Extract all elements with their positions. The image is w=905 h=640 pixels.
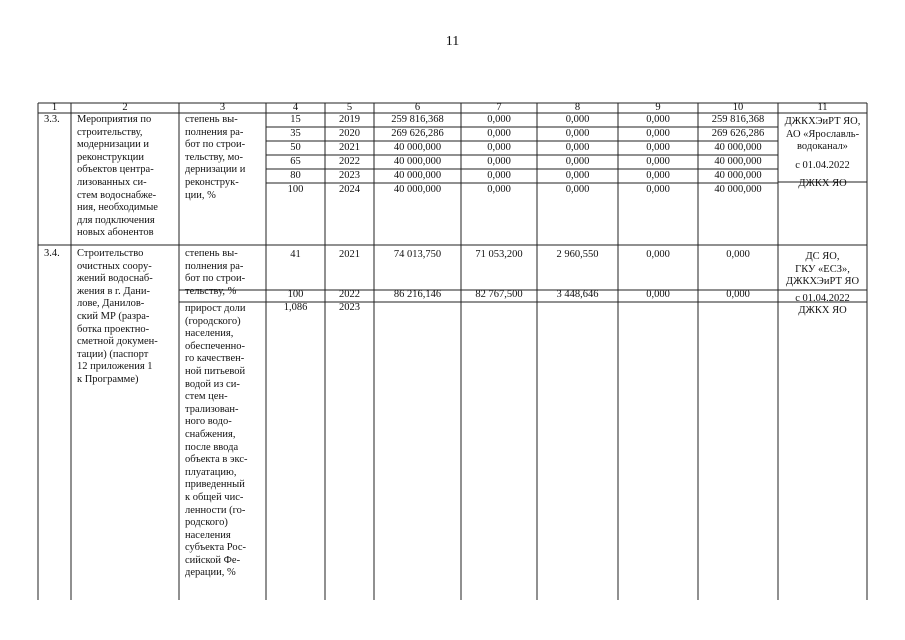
col9-value: 0,000 — [646, 289, 670, 300]
indicator-line: ного водо- — [185, 416, 232, 428]
name-line: реконструкции — [77, 151, 145, 163]
year-value: 2022 — [339, 156, 360, 167]
name-line: очистных соору- — [77, 260, 152, 272]
indicator-line: стем цен- — [185, 391, 228, 403]
col8-value: 0,000 — [565, 142, 590, 153]
year-value: 2023 — [339, 170, 360, 181]
target-value: 35 — [290, 128, 301, 139]
row-3-3-executor — [778, 116, 867, 191]
name-line: жений водоснаб- — [77, 273, 153, 285]
total-value: 74 013,750 — [393, 249, 442, 260]
page-number: 11 — [445, 34, 460, 49]
name-line: объектов центра- — [77, 164, 154, 176]
row-3-4-number: 3.4. — [44, 248, 60, 259]
col9-value: 0,000 — [646, 114, 670, 125]
col8-value: 3 448,646 — [556, 289, 599, 300]
indicator-line: полнения ра- — [185, 260, 244, 272]
col7-value: 0,000 — [487, 128, 511, 139]
col7-value: 0,000 — [487, 114, 511, 125]
indicator-line: объекта в экс- — [185, 454, 248, 466]
indicator-line: степень вы- — [185, 114, 238, 125]
executor-line: ДЖКХЭиРТ ЯО — [785, 276, 860, 288]
header-col-10: 10 — [732, 102, 744, 113]
col8-value: 0,000 — [565, 170, 590, 181]
indicator-line: бот по строи- — [185, 273, 246, 285]
col7-value: 71 053,200 — [475, 249, 523, 260]
indicator-line: родского) — [185, 517, 228, 529]
indicator-line: приведенный — [185, 479, 245, 491]
target-value: 65 — [290, 156, 301, 167]
name-line: стем водоснабже- — [77, 189, 157, 201]
indicator-line: дернизации и — [185, 164, 246, 176]
indicator-line: прирост доли — [185, 303, 246, 314]
col9-value: 0,000 — [646, 249, 670, 260]
row-3-3-number: 3.3. — [44, 114, 60, 125]
header-col-8: 8 — [574, 102, 581, 113]
target-value: 80 — [290, 170, 301, 181]
total-value: 40 000,000 — [393, 184, 442, 195]
target-value: 50 — [290, 142, 301, 153]
row-3-4-indicator-2 — [185, 303, 247, 580]
indicator-line: обеспеченно- — [185, 340, 245, 352]
year-value: 2021 — [339, 142, 360, 153]
target-value: 100 — [287, 289, 304, 300]
col7-value: 82 767,500 — [475, 289, 523, 300]
header-col-6: 6 — [414, 102, 421, 113]
col10-value: 40 000,000 — [714, 170, 762, 181]
header-col-1: 1 — [51, 102, 58, 113]
col10-value: 269 626,286 — [711, 128, 765, 139]
total-value: 40 000,000 — [393, 156, 442, 167]
header-col-9: 9 — [655, 102, 661, 113]
target-value: 1,086 — [283, 302, 308, 313]
indicator-line: дерации, % — [185, 567, 236, 579]
name-line: жения в г. Дани- — [77, 285, 150, 297]
name-line: Мероприятия по — [77, 114, 152, 125]
name-line: Строительство — [77, 248, 144, 259]
total-value: 40 000,000 — [393, 170, 442, 181]
col9-value: 0,000 — [646, 184, 670, 195]
executor-line: ДЖКХ ЯО — [798, 178, 847, 190]
name-line: тации) (паспорт — [77, 348, 149, 360]
year-value: 2024 — [339, 184, 360, 195]
col7-value: 0,000 — [487, 170, 511, 181]
executor-line: ГКУ «ЕСЗ», — [795, 263, 850, 275]
col10-value: 259 816,368 — [711, 114, 765, 125]
executor-line: АО «Ярославль- — [785, 128, 860, 140]
indicator-line: сийской Фе- — [185, 554, 241, 566]
header-col-3: 3 — [219, 102, 226, 113]
name-line: лове, Данилов- — [77, 298, 145, 310]
indicator-line: населения — [185, 529, 231, 541]
header-col-5: 5 — [346, 102, 353, 113]
col7-value: 0,000 — [487, 184, 511, 195]
target-value: 100 — [287, 184, 304, 195]
indicator-line: (городского) — [185, 315, 241, 327]
col10-value: 40 000,000 — [714, 184, 762, 195]
year-value: 2022 — [339, 289, 360, 300]
executor-line: ДЖКХЭиРТ ЯО, — [784, 116, 861, 127]
name-line: 12 приложения 1 — [77, 361, 153, 373]
header-col-11: 11 — [817, 102, 828, 113]
year-value: 2023 — [339, 302, 360, 313]
indicator-line: бот по строи- — [185, 139, 246, 151]
indicator-line: к общей чис- — [185, 491, 244, 503]
name-line: к Программе) — [77, 373, 139, 385]
row-3-4-name — [77, 248, 158, 387]
row-3-4-executor — [778, 251, 867, 318]
col8-value: 2 960,550 — [556, 249, 599, 260]
executor-line: с 01.04.2022 — [795, 159, 850, 171]
indicator-line: го качествен- — [185, 353, 245, 365]
indicator-line: полнения ра- — [185, 126, 244, 138]
target-value: 15 — [290, 114, 301, 125]
executor-line: водоканал» — [797, 141, 848, 153]
indicator-line: водой из си- — [185, 378, 240, 390]
indicator-line: ленности (го- — [185, 504, 246, 516]
header-col-4: 4 — [292, 102, 299, 113]
indicator-line: трализован- — [185, 403, 239, 415]
col9-value: 0,000 — [646, 170, 670, 181]
col10-value: 0,000 — [726, 289, 750, 300]
year-value: 2021 — [339, 249, 360, 260]
name-line: сметной докумен- — [77, 336, 158, 348]
indicator-line: тельству, % — [185, 285, 237, 297]
header-col-7: 7 — [496, 102, 502, 113]
col8-value: 0,000 — [565, 184, 590, 195]
indicator-line: после ввода — [185, 441, 239, 453]
executor-line: с 01.04.2022 — [795, 292, 850, 304]
year-value: 2019 — [339, 114, 360, 125]
indicator-line: степень вы- — [185, 248, 238, 259]
total-value: 40 000,000 — [393, 142, 442, 153]
total-value: 86 216,146 — [393, 289, 442, 300]
col9-value: 0,000 — [646, 142, 670, 153]
name-line: строительству, — [77, 126, 143, 138]
col10-value: 40 000,000 — [714, 142, 762, 153]
name-line: лизованных си- — [77, 176, 147, 188]
col10-value: 40 000,000 — [714, 156, 762, 167]
total-value: 269 626,286 — [391, 128, 444, 139]
col10-value: 0,000 — [726, 249, 750, 260]
indicator-line: субъекта Рос- — [185, 542, 247, 554]
indicator-line: ной питьевой — [185, 365, 246, 377]
name-line: ботка проектно- — [77, 323, 150, 335]
indicator-line: населения, — [185, 328, 234, 340]
row-3-3-name — [77, 114, 158, 240]
name-line: ния, необходимые — [77, 202, 158, 214]
col8-value: 0,000 — [565, 114, 590, 125]
name-line: для подключения — [77, 214, 155, 226]
indicator-line: реконструк- — [185, 176, 239, 188]
col7-value: 0,000 — [487, 156, 511, 167]
indicator-line: плуатацию, — [185, 466, 237, 478]
name-line: модернизации и — [77, 139, 149, 151]
col9-value: 0,000 — [646, 156, 670, 167]
indicator-line: тельству, мо- — [185, 151, 243, 163]
row-3-3-indicator — [185, 114, 245, 202]
col7-value: 0,000 — [487, 142, 511, 153]
executor-line: ДЖКХ ЯО — [798, 305, 847, 317]
name-line: ский МР (разра- — [77, 310, 150, 322]
total-value: 259 816,368 — [391, 114, 444, 125]
indicator-line: снабжения, — [185, 428, 236, 440]
col9-value: 0,000 — [646, 128, 670, 139]
target-value: 41 — [290, 249, 301, 260]
year-value: 2020 — [339, 128, 360, 139]
name-line: новых абонентов — [77, 227, 154, 239]
row-3-4-indicator-1 — [185, 248, 245, 298]
col8-value: 0,000 — [565, 128, 590, 139]
header-col-2: 2 — [122, 102, 128, 113]
col8-value: 0,000 — [565, 156, 590, 167]
indicator-line: ции, % — [185, 189, 216, 201]
executor-line: ДС ЯО, — [805, 251, 840, 262]
